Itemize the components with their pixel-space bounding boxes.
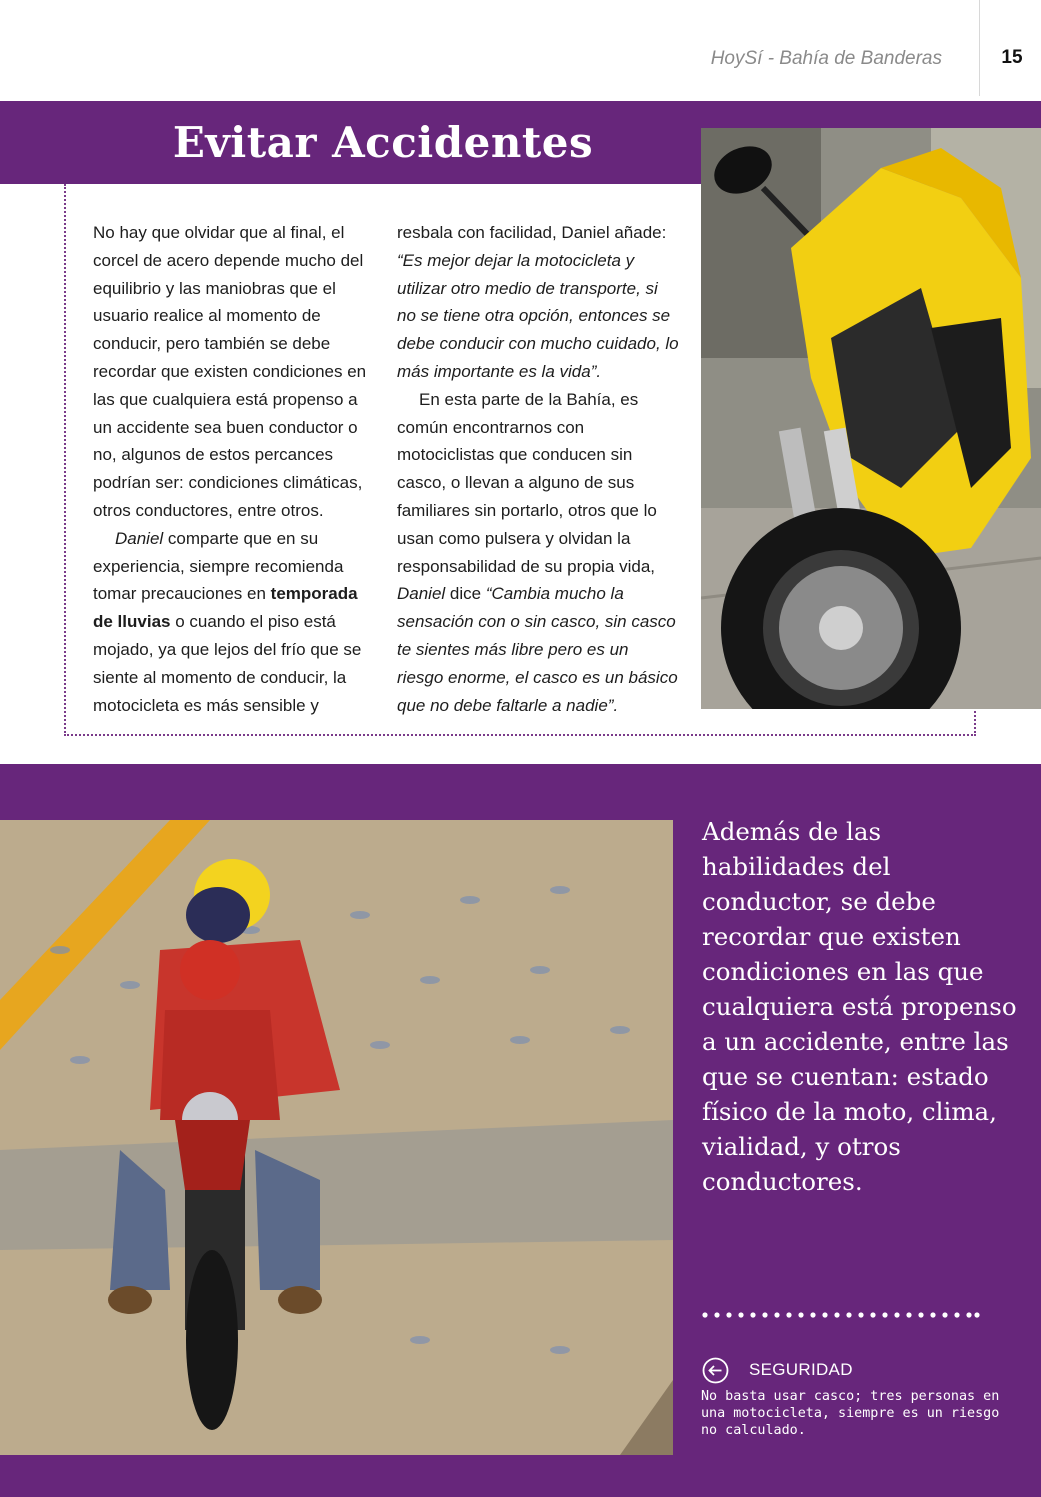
person-name: Daniel bbox=[115, 528, 164, 548]
person-name: Daniel bbox=[397, 584, 446, 604]
article-title: Evitar Accidentes bbox=[172, 118, 594, 167]
paragraph: Daniel comparte que en su experiencia, siempre recomienda tomar precauciones en temporada de lluvias o cuando el piso está mojado, ya que lejos del frío que se siente al momento de conducir, la motocicleta es más sensible y bbox=[93, 528, 362, 715]
motorcycle-photo bbox=[701, 128, 1041, 709]
page-number: 15 bbox=[1001, 47, 1023, 68]
article-column-1 bbox=[93, 219, 375, 719]
photo-caption: No basta usar casco; tres personas en una motocicleta, siempre es un riesgo no calculado. bbox=[701, 1389, 1000, 1438]
dotted-divider bbox=[702, 1309, 980, 1321]
running-head: HoySí - Bahía de Banderas bbox=[710, 48, 942, 69]
article-column-2 bbox=[397, 219, 679, 719]
caption-header bbox=[702, 1356, 853, 1384]
arrow-left-circle-icon bbox=[702, 1357, 729, 1384]
quote: “Es mejor dejar la motocicleta y utilizar otro medio de transporte, si no se tiene otra opción, entonces se debe conducir con mucho cuidado, lo más importante es la vida”. bbox=[397, 250, 679, 381]
highlight-text: temporada de lluvias bbox=[93, 584, 358, 632]
paragraph: resbala con facilidad, Daniel añade: “Es mejor dejar la motocicleta y utilizar otro medio de transporte, si no se tiene otra opción, entonces se debe conducir con mucho cuidado, lo más importante es la vida”. bbox=[397, 223, 679, 381]
riders-photo bbox=[0, 820, 673, 1455]
paragraph: En esta parte de la Bahía, es común encontrarnos con motociclistas que conducen sin casco, o llevan a alguno de sus familiares sin portarlo, otros que lo usan como pulsera y olvidan la responsabilidad de su propia vida, Daniel dice “Cambia mucho la sensación con o sin casco, sin casco te sientes más libre pero es un riesgo enorme, el casco es un básico que no debe faltarle a nadie”. bbox=[397, 389, 678, 715]
caption-label: SEGURIDAD bbox=[749, 1360, 853, 1379]
quote: “Cambia mucho la sensación con o sin casco, sin casco te sientes más libre pero es un riesgo enorme, el casco es un básico que no debe faltarle a nadie”. bbox=[397, 584, 678, 715]
paragraph: No hay que olvidar que al final, el corcel de acero depende mucho del equilibrio y las maniobras que el usuario realice al momento de conducir, pero también se debe recordar que existen condiciones en las que cualquiera está propenso a un accidente sea buen conductor o no, algunos de estos percances podrían ser: condiciones climáticas, otros conductores, entre otros. bbox=[93, 223, 367, 520]
pull-quote: Además de las habilidades del conductor, se debe recordar que existen condiciones en las que cualquiera está propenso a un accidente, entre las que se cuentan: estado físico de la moto, clima, vialidad, y otros conductores. bbox=[702, 817, 1017, 1196]
header-divider bbox=[979, 0, 980, 96]
